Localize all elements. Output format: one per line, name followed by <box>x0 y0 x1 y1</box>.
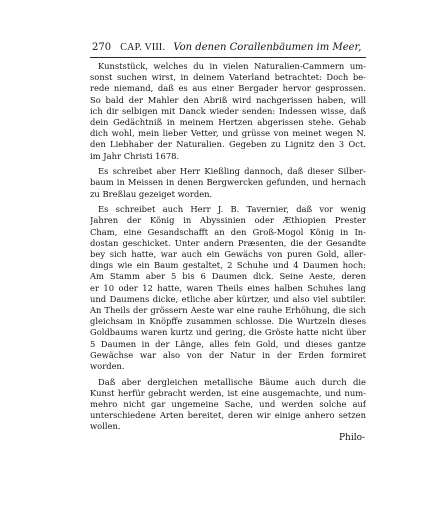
text-line: An Theils der grössern Aeste war eine rauhe Erhöhung, die sich <box>90 304 366 315</box>
text-line: dings wie ein Baum gestaltet, 2 Schuhe und 4 Daumen hoch: <box>90 260 366 271</box>
paragraph <box>90 377 366 433</box>
running-header <box>92 41 362 55</box>
paragraph <box>90 61 366 162</box>
text-line: dostan geschicket. Unter andern Præsenten, die der Gesandte <box>90 237 366 248</box>
text-line: wollen. <box>90 421 121 432</box>
text-line: 5 Daumen in der Länge, alles fein Gold, und dieses gantze <box>90 338 366 349</box>
text-line: Es schreibet auch Herr J. B. Tavernier, daß vor wenig <box>98 204 366 215</box>
text-line: Kunststück, welches du in vielen Naturalien-Cammern um- <box>98 61 366 71</box>
text-line: dich wohl, mein lieber Vetter, und grüsse von meinet wegen N. <box>90 128 366 139</box>
text-line: Jahren der König in Abyssinien oder Æthiopien Prester <box>90 215 366 226</box>
text-line: dein Gedächtniß in meinem Hertzen abgerissen stehe. Gehab <box>90 116 366 127</box>
text-line: Goldbaums waren kurtz und gering, die Gröste hatte nicht über <box>90 327 366 338</box>
text-line: sonst suchen wirst, in deinem Vaterland betrachtet: Doch be- <box>90 72 366 83</box>
text-line: und Daumens dicke, etliche aber kürtzer, und also viel subtiler. <box>90 293 366 304</box>
running-title: Von denen Corallenbäumen im Meer, <box>173 42 362 53</box>
text-line: er 10 oder 12 hatte, waren Theils eines halben Schuhes lang <box>90 282 366 293</box>
catchword: Philo- <box>339 433 366 443</box>
text-line: ich dir selbigen mit Danck wieder senden: Indessen wisse, daß <box>90 105 366 116</box>
text-line: So bald der Mahler den Abriß wird nachgerissen haben, will <box>90 94 366 105</box>
text-line: Am Stamm aber 5 bis 6 Daumen dick. Seine Aeste, deren <box>90 271 366 282</box>
text-line: bey sich hatte, war auch ein Gewächs von puren Gold, aller- <box>90 249 366 259</box>
page-number: 270 <box>92 42 112 53</box>
text-line: den Liebhaber der Naturalien. Gegeben zu Lignitz den 3 Oct. <box>90 139 366 150</box>
header-rule <box>90 57 366 58</box>
chapter-label: CAP. VIII. <box>120 42 166 53</box>
text-line: Kunst herfür gebracht werden, ist eine ausgemachte, und num- <box>90 387 366 398</box>
text-line: Gewächse war also von der Natur in der Erden formiret <box>90 349 366 360</box>
paragraph <box>90 204 366 372</box>
text-line: mehro nicht gar ungemeine Sache, und werden solche auf <box>90 398 366 409</box>
text-line: Cham, eine Gesandschafft an den Groß-Mogol König in In- <box>90 226 366 237</box>
text-line: baum in Meissen in denen Bergwercken gefunden, und hernach <box>90 177 366 188</box>
text-line: gleichsam in Knöpffe zusammen schlosse. Die Wurtzeln dieses <box>90 316 366 327</box>
text-line: worden. <box>90 360 125 371</box>
text-line: Es schreibet aber Herr Kießling dannoch, daß dieser Silber- <box>98 166 366 177</box>
text-line: unterschiedene Arten bereitet, deren wir einige anhero setzen <box>90 410 366 421</box>
text-line: im Jahr Christi 1678. <box>90 150 180 161</box>
text-line: Daß aber dergleichen metallische Bäume auch durch die <box>98 376 366 387</box>
paragraph <box>90 166 366 200</box>
body-text <box>90 61 366 437</box>
text-line: zu Breßlau gezeiget worden. <box>90 188 213 199</box>
text-line: rede niemand, daß es aus einer Bergader hervor gesprossen. <box>90 83 366 94</box>
